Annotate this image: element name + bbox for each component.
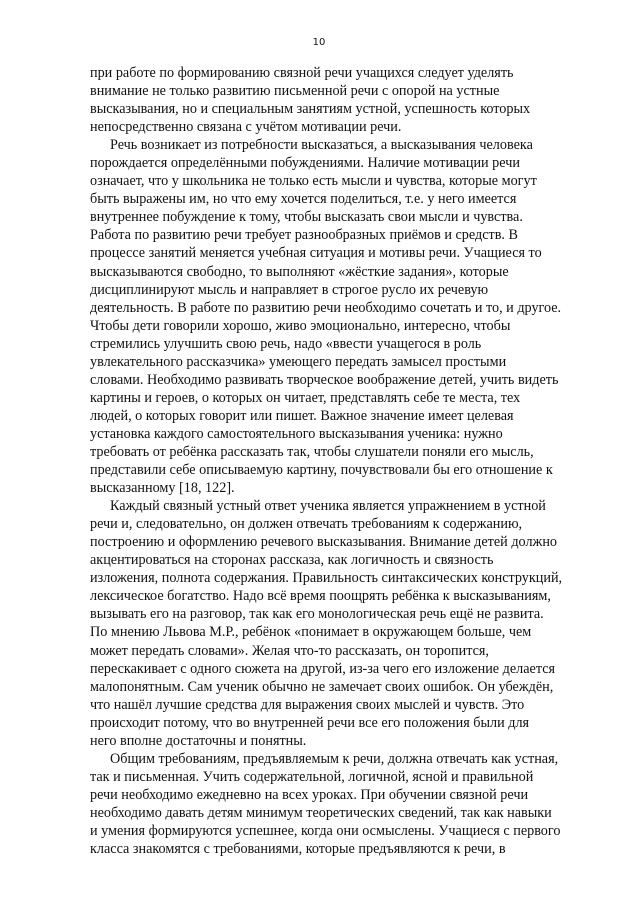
text-line: высказывания, но и специальным занятиям устной, успешность которых <box>90 101 531 118</box>
text-line: происходит потому, что во внутренней речи все его положения были для <box>90 714 530 731</box>
text-line: Речь возникает из потребности высказаться, а высказывания человека <box>110 137 533 154</box>
text-line: изложения, полнота содержания. Правильность синтаксических конструкций, <box>90 570 563 587</box>
paragraph <box>90 497 570 750</box>
text-line: внутреннее побуждение к тому, чтобы высказать свои мысли и чувства. <box>90 209 523 226</box>
text-line: необходимо давать детям минимум теоретических сведений, так как навыки <box>90 804 552 821</box>
text-line: словами. Необходимо развивать творческое воображение детей, учить видеть <box>90 371 559 388</box>
text-line: класса знакомятся с требованиями, которые предъявляются к речи, в <box>90 841 506 858</box>
paragraph <box>90 64 570 136</box>
text-line: требовать от ребёнка рассказать так, чтобы слушатели поняли его мысль, <box>90 443 534 460</box>
text-line: увлекательного рассказчика» умеющего передать замысел простыми <box>90 353 507 370</box>
text-line: речи и, следовательно, он должен отвечать требованиям к содержанию, <box>90 516 523 533</box>
text-line: порождается определёнными побуждениями. Наличие мотивации речи <box>90 155 520 172</box>
text-line: быть выражены им, но что ему хочется поделиться, т.е. у него имеется <box>90 191 517 208</box>
text-line: деятельность. В работе по развитию речи необходимо сочетать и то, и другое. <box>90 299 562 316</box>
text-line: лексическое богатство. Надо всё время поощрять ребёнка к высказываниям, <box>90 588 551 605</box>
text-line: и умения формируются успешнее, когда они осмыслены. Учащиеся с первого <box>90 822 561 839</box>
text-line: речи необходимо ежедневно на всех уроках. При обучении связной речи <box>90 786 529 803</box>
text-line: высказываются свободно, то выполняют «жёсткие задания», которые <box>90 263 509 280</box>
text-line: процессе занятий меняется учебная ситуация и мотивы речи. Учащиеся то <box>90 245 542 262</box>
text-line: представили себе описываемую картину, почувствовали бы его отношение к <box>90 462 553 479</box>
text-line: малопонятным. Сам ученик обычно не замечает своих ошибок. Он убеждён, <box>90 678 554 695</box>
text-line: что нашёл лучшие средства для выражения своих мыслей и чувств. Это <box>90 696 525 713</box>
text-line: Каждый связный устный ответ ученика является упражнением в устной <box>110 498 546 515</box>
text-line: По мнению Львова М.Р., ребёнок «понимает в окружающем больше, чем <box>90 624 532 641</box>
text-line: акцентироваться на сторонах рассказа, как логичность и связность <box>90 552 494 569</box>
page-number: 10 <box>312 37 326 48</box>
text-line: картины и героев, о которых он читает, представлять себе те места, тех <box>90 389 521 406</box>
text-line: вызывать его на разговор, так как его монологическая речь ещё не развита. <box>90 606 544 623</box>
text-line: так и письменная. Учить содержательной, логичной, ясной и правильной <box>90 768 534 785</box>
paragraph <box>90 136 570 497</box>
text-line: построению и оформлению речевого высказывания. Внимание детей должно <box>90 534 558 551</box>
text-line: перескакивает с одного сюжета на другой, из-за чего его изложение делается <box>90 660 556 677</box>
text-line: означает, что у школьника не только есть мысли и чувства, которые могут <box>90 173 537 190</box>
paragraph <box>90 750 570 858</box>
text-line: установка каждого самостоятельного высказывания ученика: нужно <box>90 425 503 442</box>
text-line: высказанному [18, 122]. <box>90 480 235 497</box>
text-line: внимание не только развитию письменной речи с опорой на устные <box>90 83 500 100</box>
text-line: стремились улучшить свою речь, надо «ввести учащегося в роль <box>90 335 482 352</box>
text-line: непосредственно связана с учётом мотивации речи. <box>90 119 402 136</box>
text-line: Чтобы дети говорили хорошо, живо эмоционально, интересно, чтобы <box>90 317 511 334</box>
text-line: Общим требованиям, предъявляемым к речи, должна отвечать как устная, <box>110 750 559 767</box>
text-line: дисциплинируют мысль и направляет в строгое русло их речевую <box>90 281 489 298</box>
text-line: него вполне достаточны и понятны. <box>90 732 307 749</box>
text-line: людей, о которых говорит или пишет. Важное значение имеет целевая <box>90 407 514 424</box>
text-line: может передать словами». Желая что-то рассказать, он торопится, <box>90 642 489 659</box>
text-line: при работе по формированию связной речи учащихся следует уделять <box>90 65 514 81</box>
body-text <box>90 64 570 858</box>
text-line: Работа по развитию речи требует разнообразных приёмов и средств. В <box>90 227 518 244</box>
